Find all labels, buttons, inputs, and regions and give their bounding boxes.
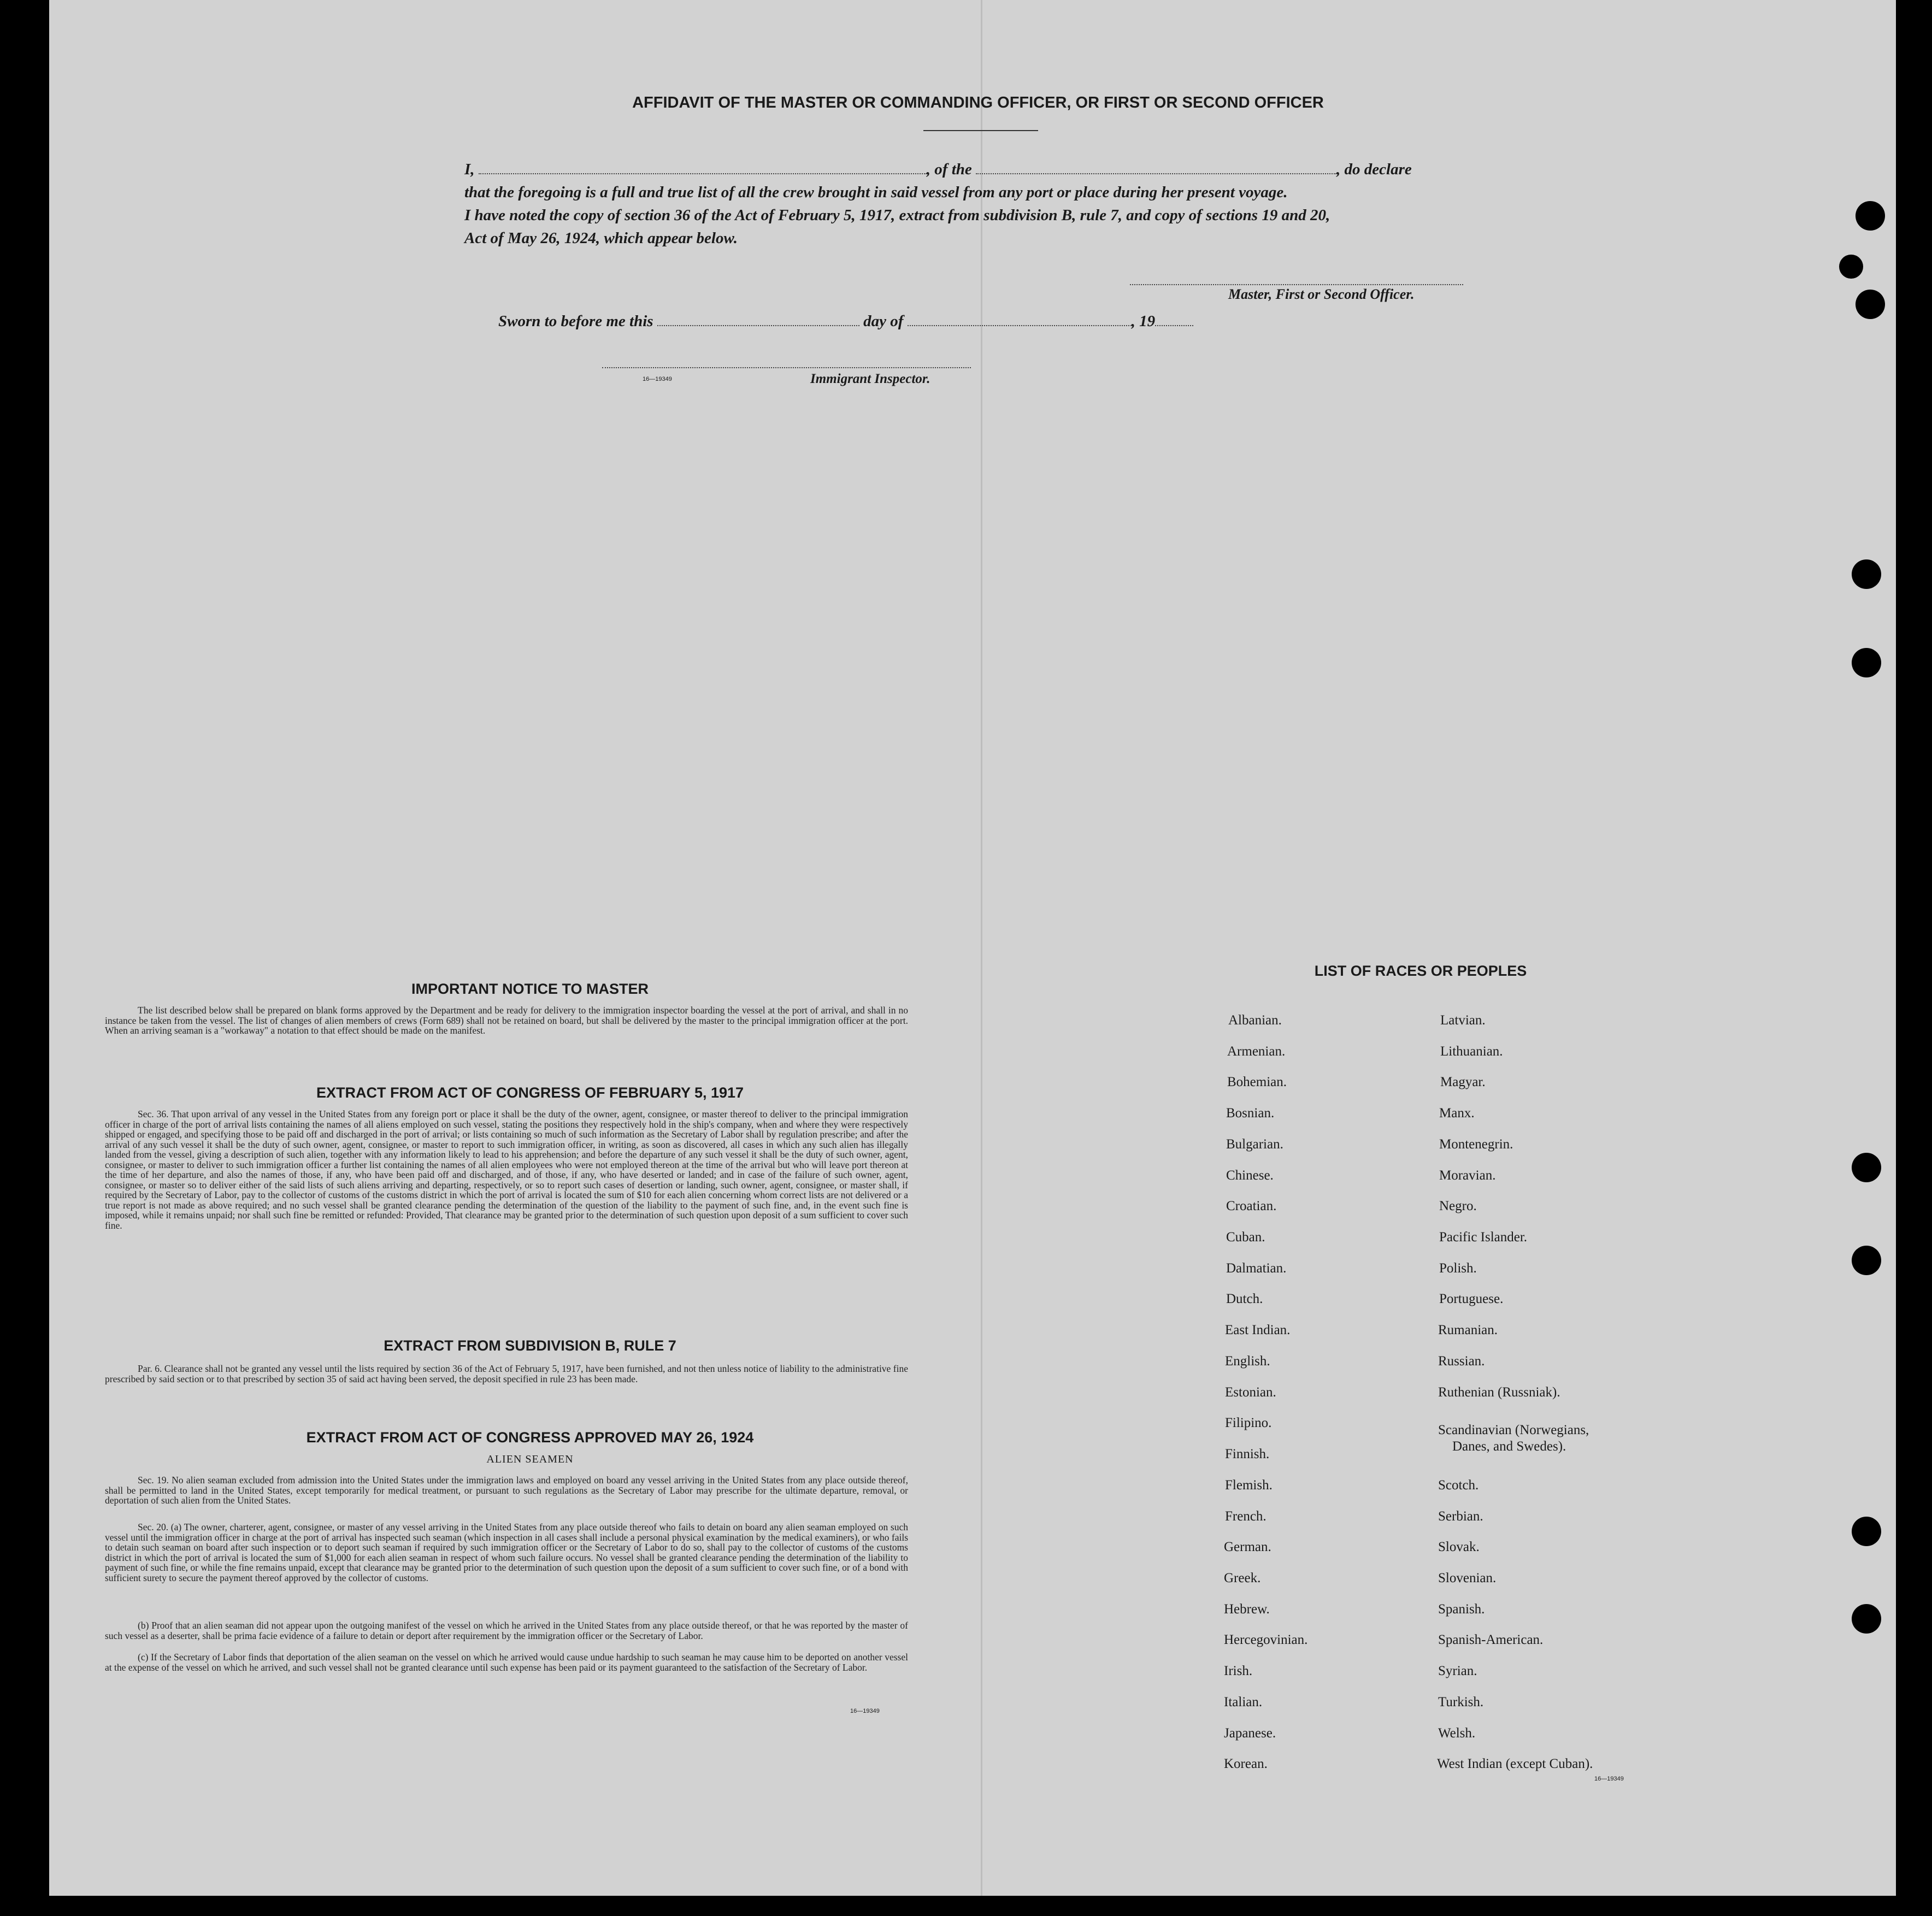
race-item: Syrian.: [1438, 1664, 1477, 1678]
title-underline: [923, 130, 1038, 131]
affidavit-line-1: [464, 161, 1486, 179]
sec19-body: Sec. 19. No alien seaman excluded from admission into the United States under the immigration laws and employed on board any vessel arriving in the United States from any place outside thereof, shall be permitted to land in the United States, except temporarily for medical treatment, or pursuant to such regulations as the Secretary of Labor may prescribe for the ultimate departure, removal, or deportation of such alien from the United States.: [105, 1475, 908, 1506]
race-item: French.: [1225, 1509, 1267, 1524]
race-item: Korean.: [1224, 1756, 1268, 1771]
inspector-label: Immigrant Inspector.: [810, 372, 930, 386]
race-item: Latvian.: [1440, 1013, 1486, 1028]
race-item: Spanish.: [1438, 1602, 1485, 1617]
race-item: Slovenian.: [1438, 1571, 1497, 1585]
race-item: Montenegrin.: [1439, 1137, 1513, 1152]
race-item: Dutch.: [1226, 1292, 1263, 1306]
race-item: Pacific Islander.: [1439, 1230, 1528, 1245]
race-item: Portuguese.: [1439, 1292, 1504, 1306]
race-item: Hebrew.: [1224, 1602, 1270, 1617]
race-item: Bulgarian.: [1226, 1137, 1283, 1152]
race-item: Italian.: [1224, 1695, 1263, 1709]
race-item: Flemish.: [1225, 1478, 1273, 1493]
race-item: English.: [1225, 1354, 1270, 1369]
race-item: Bohemian.: [1227, 1075, 1287, 1089]
race-item: Spanish-American.: [1438, 1632, 1544, 1647]
race-item: Ruthenian (Russniak).: [1438, 1385, 1560, 1400]
sec20a-body: Sec. 20. (a) The owner, charterer, agent, consignee, or master of any vessel arriving in the United States from any place outside thereof who fails to detain on board any alien seaman employed on such vessel until the immigration officer in charge at the port of arrival has inspected such seaman (which inspection in all cases shall include a personal physical examination by the medical examiners), or who fails to detain such seaman on board after such inspection or to deport such seaman if required by such immigration officer or the Secretary of Labor to do so, shall pay to the collector of customs of the customs district in which the port of arrival is located the sum of $1,000 for each alien seaman in respect of whom such failure occurs. No vessel shall be granted clearance pending the determination of the liability to payment of such fine, or while the fine remains unpaid, except that clearance may be granted prior to the determination of such question upon the deposit of a sum sufficient to cover such fine, or of a bond with sufficient surety to secure the payment thereof approved by the collector of customs.: [105, 1522, 908, 1583]
race-item: Croatian.: [1226, 1199, 1277, 1213]
form-number: 16—19349: [1594, 1776, 1624, 1782]
race-item: Lithuanian.: [1440, 1044, 1503, 1059]
sworn-day-field[interactable]: [657, 325, 859, 326]
notice-body: The list described below shall be prepared on blank forms approved by the Department and be ready for delivery to the immigration inspector boarding the vessel at the port of arrival, and shall in no instance be taken from the vessel. The list of changes of alien members of crews (Form 689) shall not be retained on board, but shall be delivered by the master to the principal immigration officer at the port. When an arriving seaman is a "workaway" a notation to that effect should be made on the manifest.: [105, 1005, 908, 1036]
sworn-line: [498, 313, 1193, 331]
form-number: 16—19349: [643, 376, 672, 382]
binder-hole: [1852, 1517, 1881, 1546]
of-the-label: , of the: [926, 161, 972, 178]
binder-hole: [1856, 201, 1885, 231]
extract-1924-title: EXTRACT FROM ACT OF CONGRESS APPROVED MAY 26, 1924: [306, 1429, 754, 1446]
affidavit-line-4: Act of May 26, 1924, which appear below.: [464, 229, 738, 247]
race-item: Russian.: [1438, 1354, 1485, 1369]
race-item: Negro.: [1439, 1199, 1477, 1213]
alien-seamen-subtitle: ALIEN SEAMEN: [486, 1453, 574, 1465]
race-item: West Indian (except Cuban).: [1437, 1756, 1593, 1771]
binder-hole: [1856, 290, 1885, 319]
inspector-signature-field[interactable]: [602, 367, 971, 368]
race-item: Scandinavian (Norwegians,: [1438, 1423, 1589, 1437]
binder-hole: [1852, 1604, 1881, 1634]
binder-hole: [1852, 559, 1881, 589]
affidavit-line-3: I have noted the copy of section 36 of the Act of February 5, 1917, extract from subdivision B, rule 7, and copy of sections 19 and 20,: [464, 207, 1330, 224]
race-item: Turkish.: [1438, 1695, 1484, 1709]
day-of-label: day of: [863, 313, 904, 330]
race-item: Albanian.: [1228, 1013, 1282, 1028]
race-item: Danes, and Swedes).: [1452, 1439, 1566, 1454]
sworn-month-field[interactable]: [908, 325, 1132, 326]
binder-hole: [1852, 1246, 1881, 1275]
race-item: Finnish.: [1225, 1447, 1270, 1461]
sworn-year-field[interactable]: [1155, 325, 1193, 326]
race-item: East Indian.: [1225, 1323, 1291, 1337]
form-number: 16—19349: [850, 1708, 880, 1714]
race-item: Rumanian.: [1438, 1323, 1498, 1337]
rule7-title: EXTRACT FROM SUBDIVISION B, RULE 7: [384, 1337, 676, 1354]
race-item: Manx.: [1439, 1106, 1475, 1121]
do-declare-label: , do declare: [1336, 161, 1412, 178]
sec20c-body: (c) If the Secretary of Labor finds that deportation of the alien seaman on the vessel on which he arrived would cause undue hardship to such seaman he may cause him to be deported on another vessel at the expense of the vessel on which he arrived, and such vessel shall not be granted clearance until such expense has been paid or its payment guaranteed to the satisfaction of the Secretary of Labor.: [105, 1652, 908, 1673]
race-item: Magyar.: [1440, 1075, 1486, 1089]
binder-hole: [1852, 648, 1881, 677]
race-item: Chinese.: [1226, 1168, 1274, 1183]
affidavit-line-2: that the foregoing is a full and true list of all the crew brought in said vessel from any port or place during her present voyage.: [464, 184, 1288, 201]
race-item: Moravian.: [1439, 1168, 1496, 1183]
name-field[interactable]: [479, 173, 927, 174]
affidavit-title: AFFIDAVIT OF THE MASTER OR COMMANDING OFFICER, OR FIRST OR SECOND OFFICER: [632, 94, 1324, 111]
document-page: [49, 0, 1896, 1896]
master-signature-field[interactable]: [1130, 284, 1463, 285]
extract-1917-title: EXTRACT FROM ACT OF CONGRESS OF FEBRUARY 5, 1917: [316, 1084, 744, 1101]
notice-title: IMPORTANT NOTICE TO MASTER: [411, 981, 649, 997]
race-item: Irish.: [1224, 1664, 1253, 1678]
race-item: Cuban.: [1226, 1230, 1265, 1245]
binder-hole: [1852, 1153, 1881, 1182]
race-item: Slovak.: [1438, 1540, 1480, 1554]
rule7-body: Par. 6. Clearance shall not be granted any vessel until the lists required by section 36 of the Act of February 5, 1917, have been furnished, and not then unless notice of liability to the administrative fine prescribed by said section or to that prescribed by section 35 of said act having been served, the deposit specified in rule 23 has been made.: [105, 1363, 908, 1384]
binder-hole: [1839, 255, 1863, 279]
race-item: Serbian.: [1438, 1509, 1483, 1524]
race-item: Polish.: [1439, 1261, 1477, 1276]
race-item: Bosnian.: [1226, 1106, 1275, 1121]
master-signature-label: Master, First or Second Officer.: [1228, 286, 1415, 302]
year-prefix-label: , 19: [1131, 313, 1156, 330]
sec20b-body: (b) Proof that an alien seaman did not appear upon the outgoing manifest of the vessel on which he arrived in the United States from any place outside thereof, or that he was reported by the master of such vessel as a deserter, shall be prima facie evidence of a failure to detain or deport after requirement by the immigration officer or the Secretary of Labor.: [105, 1620, 908, 1641]
race-item: Dalmatian.: [1226, 1261, 1287, 1276]
page-fold: [981, 0, 982, 1896]
extract-1917-body: Sec. 36. That upon arrival of any vessel in the United States from any foreign port or place it shall be the duty of the owner, agent, consignee, or master thereof to deliver to the principal immigration officer in charge of the port of arrival lists containing the names of all aliens employed on such vessel, stating the positions they respectively hold in the ship's company, when and where they were respectively shipped or engaged, and specifying those to be paid off and discharged in the port of arrival; or lists containing so much of such information as the Secretary of Labor shall by regulation prescribe; and after the arrival of any such vessel it shall be the duty of such owner, agent, consignee, or master to report to such immigration officer, in writing, as soon as discovered, all cases in which any such alien has illegally landed from the vessel, giving a description of such alien, together with any information likely to lead to his apprehension; and before the departure of any such vessel it shall be the duty of such owner, agent, consignee, or master to deliver to such immigration officer a further list containing the names of all alien employees who were not employed thereon at the time of the arrival but who will leave port thereon at the time of her departure, and also the names of those, if any, who have been paid off and discharged, and of those, if any, who have deserted or landed; and in case of the failure of such owner, agent, consignee, or master so to deliver either of the said lists of such aliens arriving and departing, respectively, or so to report such cases of desertion or landing, such owner, agent, consignee, or master shall, if required by the Secretary of Labor, pay to the collector of customs of the customs district in which the port of arrival is located the sum of $10 for each alien concerning whom correct lists are not delivered or a true report is not made as above required; and no such vessel shall be granted clearance pending the determination of the question of the liability to the payment of such fine, and, in the event such fine is imposed, while it remains unpaid; nor shall such fine be remitted or refunded: Provided, That clearance may be granted prior to the determination of such question upon deposit of a sum sufficient to cover such fine.: [105, 1109, 908, 1231]
race-item: Hercegovinian.: [1224, 1632, 1308, 1647]
i-label: I,: [464, 161, 475, 178]
race-item: Armenian.: [1227, 1044, 1286, 1059]
vessel-field[interactable]: [976, 173, 1336, 174]
race-item: Japanese.: [1224, 1726, 1276, 1741]
race-item: Welsh.: [1438, 1726, 1476, 1741]
races-title: LIST OF RACES OR PEOPLES: [1314, 963, 1527, 979]
race-item: Filipino.: [1225, 1416, 1272, 1430]
sworn-label: Sworn to before me this: [498, 313, 653, 330]
race-item: German.: [1224, 1540, 1271, 1554]
race-item: Scotch.: [1438, 1478, 1479, 1493]
race-item: Greek.: [1224, 1571, 1261, 1585]
race-item: Estonian.: [1225, 1385, 1276, 1400]
